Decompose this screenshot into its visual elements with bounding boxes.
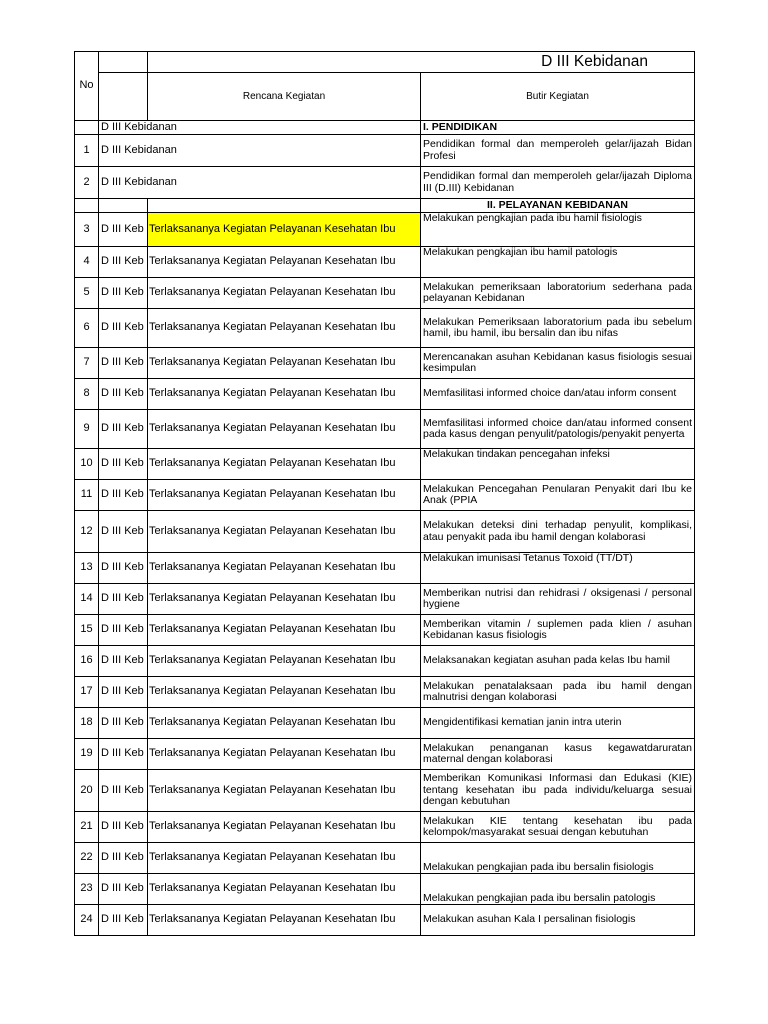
table-row <box>75 584 695 615</box>
cell-rencana: Terlaksananya Kegiatan Pelayanan Kesehatan Ibu <box>148 708 421 739</box>
cell-no: 7 <box>75 348 99 379</box>
section-row-pendidikan <box>75 121 695 135</box>
cell-no: 21 <box>75 812 99 843</box>
cell-program: D III Keb <box>99 309 148 348</box>
cell-butir: Melaksanakan kegiatan asuhan pada kelas Ibu hamil <box>421 646 695 677</box>
cell-no: 10 <box>75 449 99 480</box>
cell-butir: Memberikan Komunikasi Informasi dan Edukasi (KIE) tentang kesehatan ibu pada individu/keluarga sesuai dengan kebutuhan <box>421 770 695 812</box>
cell-no <box>75 199 99 213</box>
cell-butir: Melakukan pengkajian ibu hamil patologis <box>421 247 695 278</box>
table-row <box>75 135 695 167</box>
cell-rencana: Terlaksananya Kegiatan Pelayanan Kesehatan Ibu <box>148 584 421 615</box>
cell-program: D III Keb <box>99 646 148 677</box>
cell-no: 4 <box>75 247 99 278</box>
cell-rencana: Terlaksananya Kegiatan Pelayanan Kesehatan Ibu <box>148 739 421 770</box>
cell-no: 20 <box>75 770 99 812</box>
table-row <box>75 874 695 905</box>
cell-butir: Melakukan tindakan pencegahan infeksi <box>421 449 695 480</box>
cell-rencana: Terlaksananya Kegiatan Pelayanan Kesehatan Ibu <box>148 843 421 874</box>
cell-rencana-highlighted: Terlaksananya Kegiatan Pelayanan Kesehatan Ibu <box>148 213 421 247</box>
cell-butir: Melakukan pengkajian pada ibu bersalin patologis <box>421 874 695 905</box>
cell-butir: Melakukan pengkajian pada ibu hamil fisiologis <box>421 213 695 247</box>
cell-no: 11 <box>75 480 99 511</box>
cell-rencana: Terlaksananya Kegiatan Pelayanan Kesehatan Ibu <box>148 278 421 309</box>
cell-program: D III Keb <box>99 677 148 708</box>
cell-program: D III Keb <box>99 843 148 874</box>
table-row <box>75 812 695 843</box>
cell-program <box>99 199 148 213</box>
cell-butir: Memberikan vitamin / suplemen pada klien / asuhan Kebidanan kasus fisiologis <box>421 615 695 646</box>
cell-rencana: Terlaksananya Kegiatan Pelayanan Kesehatan Ibu <box>148 905 421 936</box>
table-row <box>75 511 695 553</box>
cell-butir: Melakukan pemeriksaan laboratorium sederhana pada pelayanan Kebidanan <box>421 278 695 309</box>
cell-no: 13 <box>75 553 99 584</box>
cell-rencana: Terlaksananya Kegiatan Pelayanan Kesehatan Ibu <box>148 511 421 553</box>
cell-butir: Melakukan KIE tentang kesehatan ibu pada kelompok/masyarakat sesuai dengan kebutuhan <box>421 812 695 843</box>
cell-rencana <box>148 199 421 213</box>
cell-butir: Melakukan penatalaksaan pada ibu hamil dengan malnutrisi dengan kolaborasi <box>421 677 695 708</box>
cell-program: D III Keb <box>99 584 148 615</box>
spreadsheet <box>74 51 694 936</box>
cell-program: D III Keb <box>99 480 148 511</box>
header-row <box>75 73 695 121</box>
cell-program: D III Kebidanan <box>99 121 421 135</box>
cell-program: D III Keb <box>99 449 148 480</box>
cell-program: D III Keb <box>99 770 148 812</box>
kegiatan-table <box>74 51 695 936</box>
cell-rencana: Terlaksananya Kegiatan Pelayanan Kesehatan Ibu <box>148 348 421 379</box>
cell-program: D III Keb <box>99 708 148 739</box>
cell-program: D III Keb <box>99 553 148 584</box>
cell-butir: Memberikan nutrisi dan rehidrasi / oksigenasi / personal hygiene <box>421 584 695 615</box>
cell-program: D III Keb <box>99 410 148 449</box>
cell-butir: Pendidikan formal dan memperoleh gelar/ijazah Bidan Profesi <box>421 135 695 167</box>
cell-no: 3 <box>75 213 99 247</box>
cell-rencana: Terlaksananya Kegiatan Pelayanan Kesehatan Ibu <box>148 553 421 584</box>
cell-program: D III Keb <box>99 213 148 247</box>
table-row <box>75 905 695 936</box>
header-butir-kegiatan: Butir Kegiatan <box>421 73 695 121</box>
cell-program: D III Keb <box>99 905 148 936</box>
cell-no: 16 <box>75 646 99 677</box>
cell-butir: Melakukan Pemeriksaan laboratorium pada ibu sebelum hamil, ibu hamil, ibu bersalin dan ibu nifas <box>421 309 695 348</box>
cell-butir: Melakukan asuhan Kala I persalinan fisiologis <box>421 905 695 936</box>
section-title: I. PENDIDIKAN <box>421 121 695 135</box>
cell-butir: Memfasilitasi informed choice dan/atau inform consent <box>421 379 695 410</box>
section-row-pelayanan <box>75 199 695 213</box>
cell-program: D III Keb <box>99 247 148 278</box>
cell-no: 12 <box>75 511 99 553</box>
cell-program: D III Keb <box>99 379 148 410</box>
cell-butir: Mengidentifikasi kematian janin intra uterin <box>421 708 695 739</box>
table-row <box>75 843 695 874</box>
cell-no: 24 <box>75 905 99 936</box>
cell-no <box>75 121 99 135</box>
cell-rencana: Terlaksananya Kegiatan Pelayanan Kesehatan Ibu <box>148 480 421 511</box>
table-row <box>75 553 695 584</box>
cell-butir: Merencanakan asuhan Kebidanan kasus fisiologis sesuai kesimpulan <box>421 348 695 379</box>
table-row <box>75 247 695 278</box>
cell-program: D III Keb <box>99 874 148 905</box>
header-rencana-kegiatan: Rencana Kegiatan <box>148 73 421 121</box>
table-row <box>75 348 695 379</box>
cell-program: D III Kebidanan <box>99 135 421 167</box>
header-no: No <box>75 52 99 121</box>
cell-butir: Melakukan imunisasi Tetanus Toxoid (TT/DT) <box>421 553 695 584</box>
table-row <box>75 708 695 739</box>
cell-program: D III Keb <box>99 812 148 843</box>
cell-no: 8 <box>75 379 99 410</box>
cell-rencana: Terlaksananya Kegiatan Pelayanan Kesehatan Ibu <box>148 449 421 480</box>
cell-program: D III Keb <box>99 615 148 646</box>
cell-no: 1 <box>75 135 99 167</box>
cell-butir: Melakukan penanganan kasus kegawatdaruratan maternal dengan kolaborasi <box>421 739 695 770</box>
cell-no: 5 <box>75 278 99 309</box>
cell-program: D III Keb <box>99 278 148 309</box>
cell-no: 22 <box>75 843 99 874</box>
table-row <box>75 739 695 770</box>
cell-rencana: Terlaksananya Kegiatan Pelayanan Kesehatan Ibu <box>148 812 421 843</box>
pelayanan-rows <box>75 213 695 936</box>
cell-rencana: Terlaksananya Kegiatan Pelayanan Kesehatan Ibu <box>148 410 421 449</box>
cell-program: D III Kebidanan <box>99 167 421 199</box>
cell-no: 23 <box>75 874 99 905</box>
table-row <box>75 379 695 410</box>
cell-no: 15 <box>75 615 99 646</box>
cell-no: 6 <box>75 309 99 348</box>
cell-no: 14 <box>75 584 99 615</box>
table-row <box>75 449 695 480</box>
cell-no: 19 <box>75 739 99 770</box>
cell-rencana: Terlaksananya Kegiatan Pelayanan Kesehatan Ibu <box>148 770 421 812</box>
cell-butir: Melakukan deteksi dini terhadap penyulit, komplikasi, atau penyakit pada ibu hamil dengan kolaborasi <box>421 511 695 553</box>
title-row <box>75 52 695 73</box>
cell-no: 2 <box>75 167 99 199</box>
cell-rencana: Terlaksananya Kegiatan Pelayanan Kesehatan Ibu <box>148 677 421 708</box>
cell-butir: Memfasilitasi informed choice dan/atau informed consent pada kasus dengan penyulit/patologis/penyakit penyerta <box>421 410 695 449</box>
cell-rencana: Terlaksananya Kegiatan Pelayanan Kesehatan Ibu <box>148 874 421 905</box>
table-row <box>75 615 695 646</box>
table-row <box>75 213 695 247</box>
table-row <box>75 770 695 812</box>
cell-butir: Pendidikan formal dan memperoleh gelar/ijazah Diploma III (D.III) Kebidanan <box>421 167 695 199</box>
section-title: II. PELAYANAN KEBIDANAN <box>421 199 695 213</box>
cell-rencana: Terlaksananya Kegiatan Pelayanan Kesehatan Ibu <box>148 379 421 410</box>
blank-cell <box>99 52 148 73</box>
cell-rencana: Terlaksananya Kegiatan Pelayanan Kesehatan Ibu <box>148 646 421 677</box>
table-row <box>75 278 695 309</box>
table-row <box>75 309 695 348</box>
pendidikan-rows <box>75 135 695 199</box>
cell-no: 17 <box>75 677 99 708</box>
cell-rencana: Terlaksananya Kegiatan Pelayanan Kesehatan Ibu <box>148 309 421 348</box>
page-title: D III Kebidanan <box>148 52 695 73</box>
blank-cell <box>99 73 148 121</box>
cell-rencana: Terlaksananya Kegiatan Pelayanan Kesehatan Ibu <box>148 615 421 646</box>
cell-butir: Melakukan pengkajian pada ibu bersalin fisiologis <box>421 843 695 874</box>
cell-no: 18 <box>75 708 99 739</box>
cell-program: D III Keb <box>99 511 148 553</box>
table-row <box>75 646 695 677</box>
cell-program: D III Keb <box>99 348 148 379</box>
table-row <box>75 167 695 199</box>
table-row <box>75 677 695 708</box>
cell-program: D III Keb <box>99 739 148 770</box>
table-row <box>75 480 695 511</box>
cell-butir: Melakukan Pencegahan Penularan Penyakit dari Ibu ke Anak (PPIA <box>421 480 695 511</box>
cell-rencana: Terlaksananya Kegiatan Pelayanan Kesehatan Ibu <box>148 247 421 278</box>
cell-no: 9 <box>75 410 99 449</box>
table-row <box>75 410 695 449</box>
